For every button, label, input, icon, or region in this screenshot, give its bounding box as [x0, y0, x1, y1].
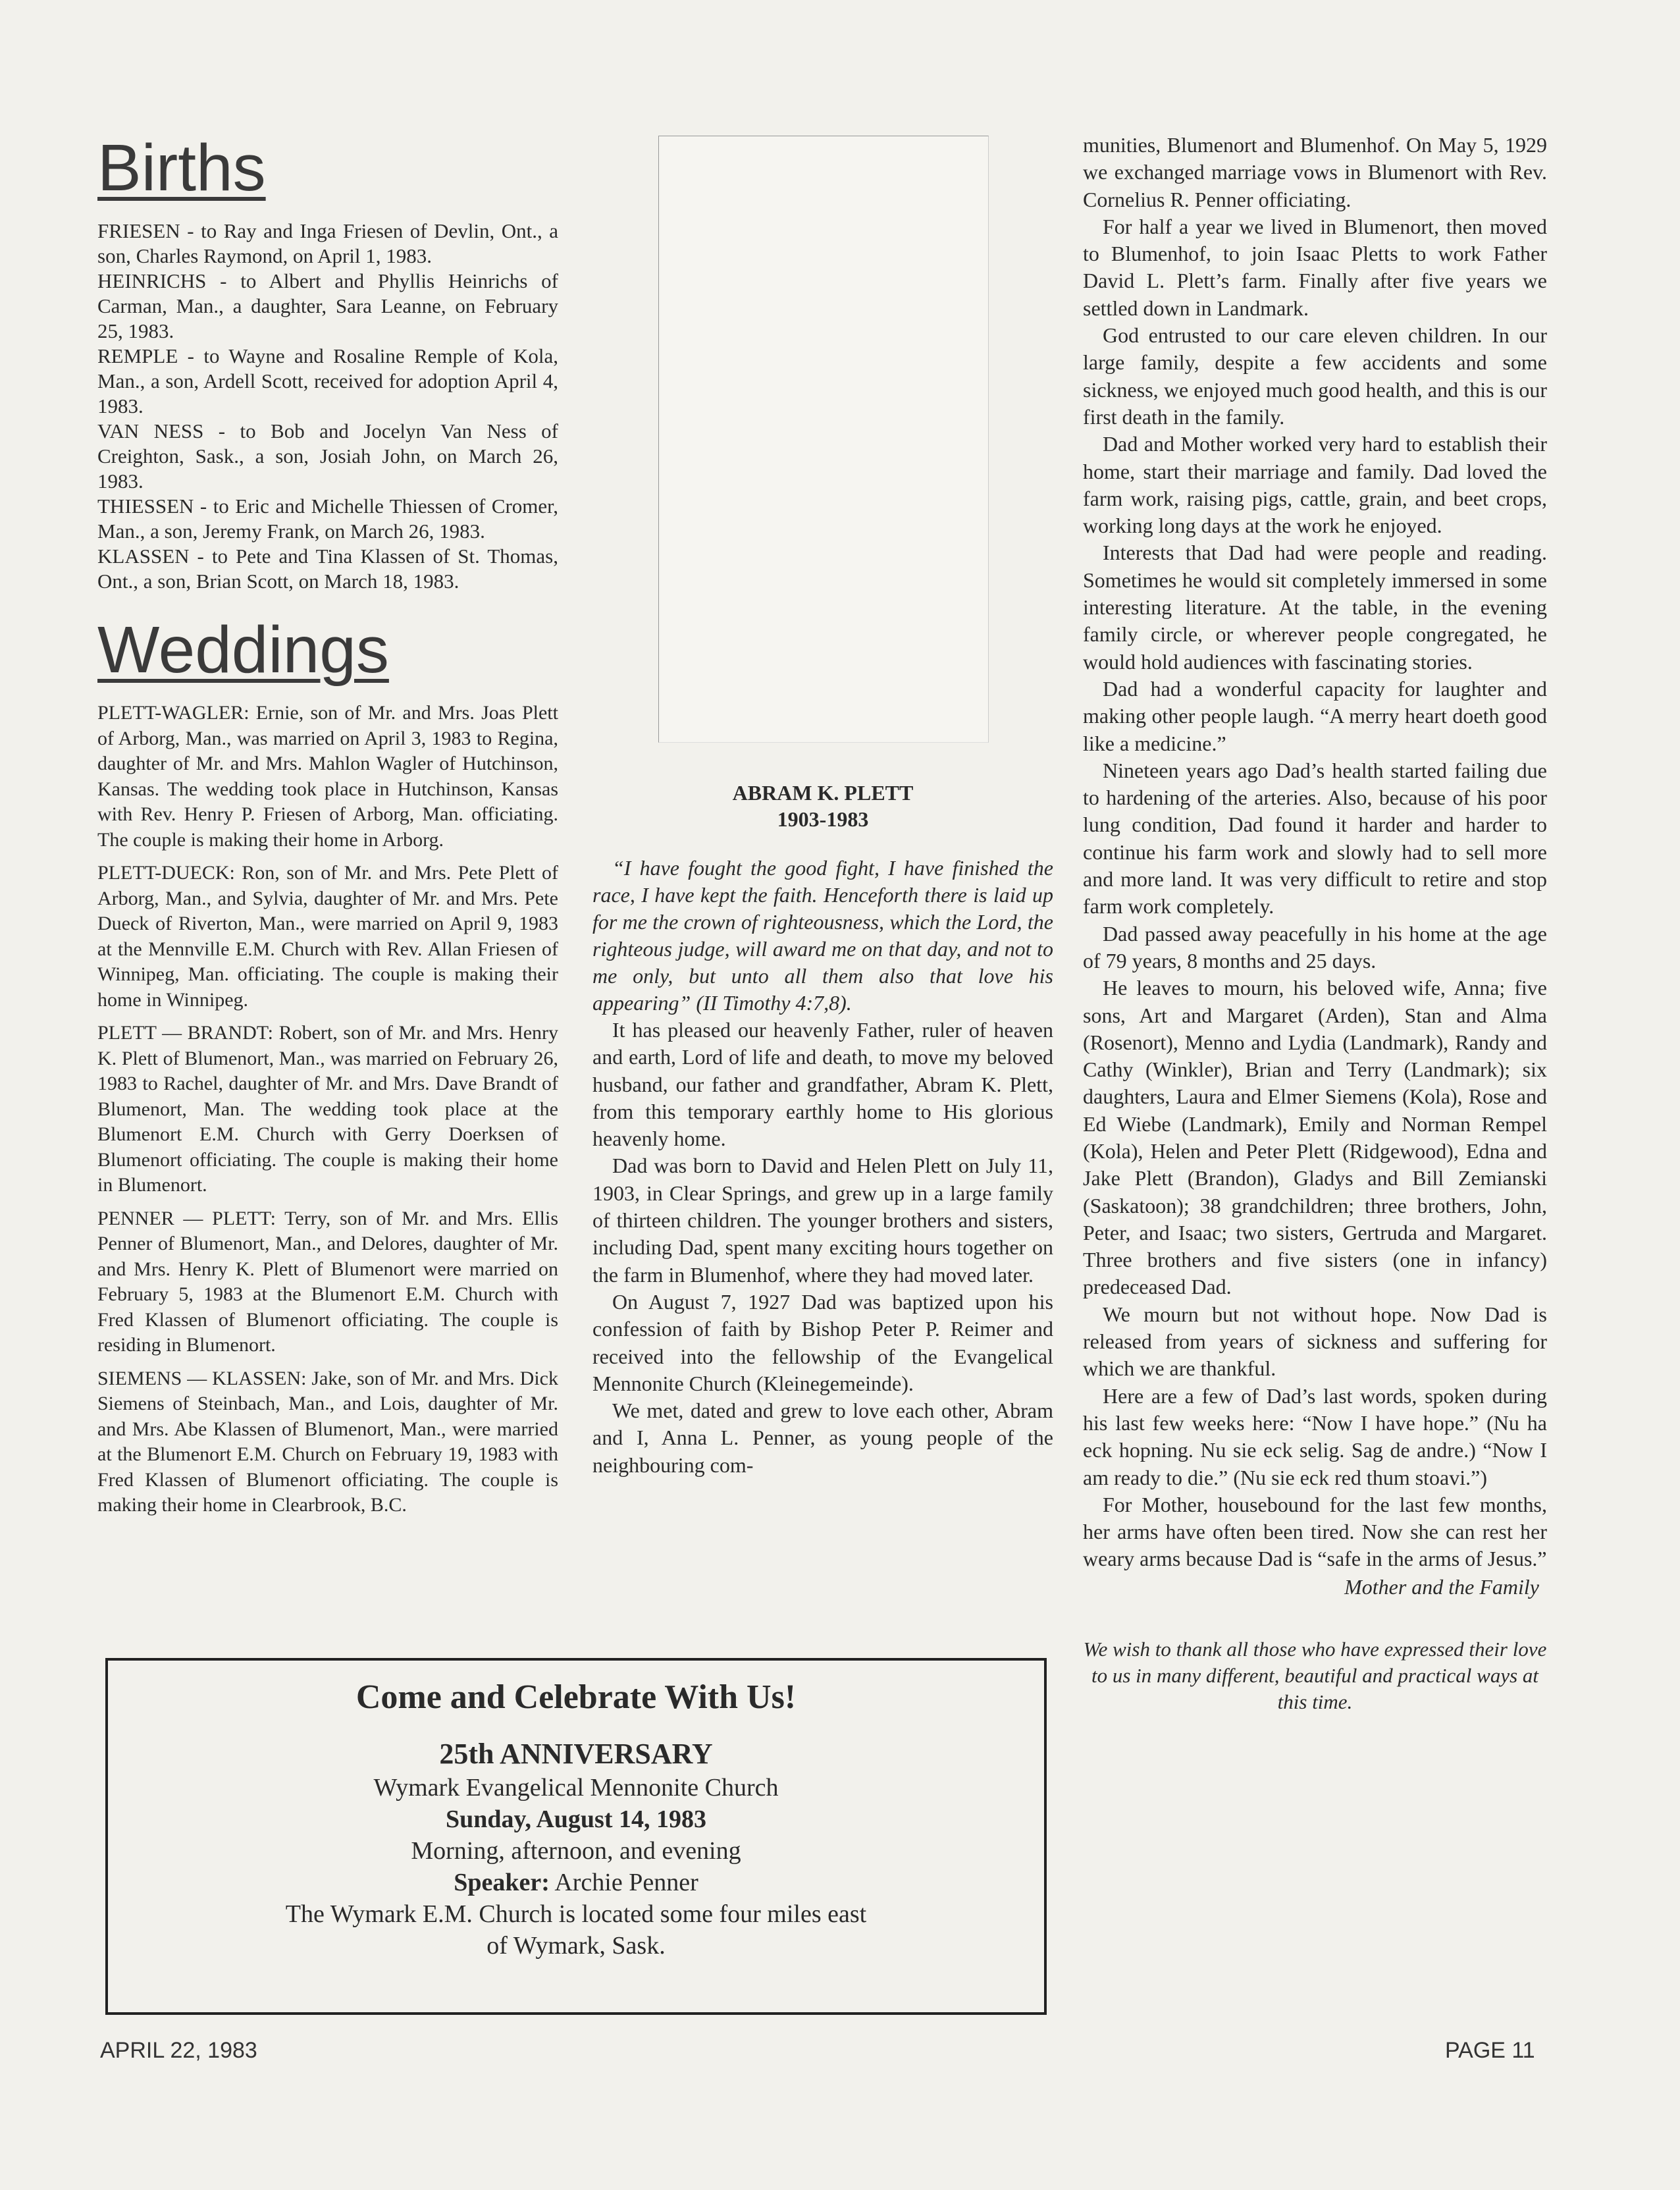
obituary-paragraph: He leaves to mourn, his beloved wife, Anna; five sons, Art and Margaret (Arden), Stan and Alma (Rosenort), Menno and Lydia (Landmark), Randy and Cathy (Winkler), Brian and Terry (Landmark); six daughters, Laura and Elmer Siemens (Kola), Rose and Ed Wiebe (Landmark), Emily and Norman Rempel (Kola), Helen and Peter Plett (Ridgewood), Edna and Jake Plett (Brandon), Gladys and Bill Zemianski (Saskatoon); 38 grandchildren; three brothers, John, Peter, and Isaac; two sisters, Gertruda and Margaret. Three brothers and five sisters (one in infancy) predeceased Dad. [1083, 976, 1547, 1299]
obituary-paragraph: For Mother, housebound for the last few months, her arms have often been tired. Now she can rest her weary arms because Dad is “safe in the arms of Jesus.” [1083, 1492, 1547, 1571]
ad-subtitle: 25th ANNIVERSARY [439, 1738, 713, 1770]
ad-location-line-1: The Wymark E.M. Church is located some four miles east [285, 1900, 867, 1928]
footer-date: APRIL 22, 1983 [100, 2038, 257, 2063]
obituary-paragraph: munities, Blumenort and Blumenhof. On May 5, 1929 we exchanged marriage vows in Blumenort with Rev. Cornelius R. Penner officiating. [1083, 133, 1547, 211]
wedding-entry: PENNER — PLETT: Terry, son of Mr. and Mrs. Ellis Penner of Blumenort, Man., and Delores, daughter of Mr. and Mrs. Henry K. Plett of Blumenort were married on February 5, 1983 at the Blumenort E.M. Church with Fred Klassen of Blumenort officiating. The couple is residing in Blumenort. [97, 1207, 558, 1356]
portrait-photo-frame [658, 136, 989, 743]
obituary-name: ABRAM K. PLETT [732, 781, 914, 805]
birth-entry: REMPLE - to Wayne and Rosaline Remple of Kola, Man., a son, Ardell Scott, received for adoption April 4, 1983. [97, 344, 558, 417]
obituary-paragraph: We mourn but not without hope. Now Dad is released from years of sickness and suffering for which we are thankful. [1083, 1302, 1547, 1381]
obituary-continued-column [1083, 132, 1547, 1715]
wedding-entry: PLETT-WAGLER: Ernie, son of Mr. and Mrs. Joas Plett of Arborg, Man., was married on April 3, 1983 to Regina, daughter of Mr. and Mrs. Mahlon Wagler of Hutchinson, Kansas. The wedding took place in Hutchinson, Kansas with Rev. Henry P. Friesen of Arborg, Man. officiating. The couple is making their home in Arborg. [97, 702, 558, 851]
birth-entry: HEINRICHS - to Albert and Phyllis Heinrichs of Carman, Man., a daughter, Sara Leanne, on February 25, 1983. [97, 269, 558, 342]
obituary-paragraph: Here are a few of Dad’s last words, spoken during his last few weeks here: “Now I have hope.” (Nu ha eck hopning. Nu sie eck selig. Sag de andre.) “Now I am ready to die.” (Nu sie eck red thum stoavi.”) [1083, 1383, 1547, 1489]
ad-date: Sunday, August 14, 1983 [446, 1805, 706, 1833]
birth-entry: THIESSEN - to Eric and Michelle Thiessen of Cromer, Man., a son, Jeremy Frank, on March 26, 1983. [97, 494, 558, 543]
obituary-paragraph: It has pleased our heavenly Father, ruler of heaven and earth, Lord of life and death, to move my beloved husband, our father and grandfather, Abram K. Plett, from this temporary earthly home to His glorious heavenly home. [592, 1018, 1053, 1151]
ad-title: Come and Celebrate With Us! [355, 1678, 797, 1716]
birth-entry: KLASSEN - to Pete and Tina Klassen of St. Thomas, Ont., a son, Brian Scott, on March 18, 1983. [97, 545, 558, 593]
anniversary-ad-box [105, 1658, 1047, 2015]
ad-speaker-name: Archie Penner [554, 1869, 698, 1896]
obituary-paragraph: Dad and Mother worked very hard to establish their home, start their marriage and family. Dad loved the farm work, raising pigs, cattle, grain, and beet crops, working long days at the work he enjoyed. [1083, 432, 1547, 538]
obituary-paragraph: Interests that Dad had were people and reading. Sometimes he would sit completely immersed in some interesting literature. At the table, in the evening family circle, or wherever people congregated, he would hold audiences with fascinating stories. [1083, 541, 1547, 674]
wedding-entry: SIEMENS — KLASSEN: Jake, son of Mr. and Mrs. Dick Siemens of Steinbach, Man., and Lois, daughter of Mr. and Mrs. Abe Klassen of Blumenort, Man., were married at the Blumenort E.M. Church on February 19, 1983 with Fred Klassen of Blumenort officiating. The couple is making their home in Clearbrook, B.C. [97, 1367, 558, 1516]
obituary-years: 1903-1983 [777, 807, 869, 831]
weddings-list [97, 701, 558, 1518]
obituary-paragraph: On August 7, 1927 Dad was baptized upon his confession of faith by Bishop Peter P. Reimer and received into the fellowship of the Evangelical Mennonite Church (Kleinegemeinde). [592, 1289, 1053, 1395]
birth-entry: VAN NESS - to Bob and Jocelyn Van Ness of Creighton, Sask., a son, Josiah John, on March 26, 1983. [97, 419, 558, 493]
obituary-paragraph: Dad had a wonderful capacity for laughter and making other people laugh. “A merry heart doeth good like a medicine.” [1083, 676, 1547, 755]
wedding-entry: PLETT-DUECK: Ron, son of Mr. and Mrs. Pete Plett of Arborg, Man., and Sylvia, daughter of Mr. and Mrs. Pete Dueck of Riverton, Man., were married on April 9, 1983 at the Mennville E.M. Church with Rev. Allan Friesen of Winnipeg, Man. officiating. The couple is making their home in Winnipeg. [97, 862, 558, 1011]
obituary-paragraph: For half a year we lived in Blumenort, then moved to Blumenhof, to join Isaac Pletts to work Father David L. Plett’s farm. Finally after five years we settled down in Landmark. [1083, 214, 1547, 320]
births-weddings-column [97, 132, 558, 1526]
obituary-paragraph: Dad passed away peacefully in his home at the age of 79 years, 8 months and 25 days. [1083, 921, 1547, 973]
ad-speaker [108, 1867, 1044, 1898]
obituary-paragraph: God entrusted to our care eleven children. In our large family, despite a few accidents and some sickness, we enjoyed much good health, and this is our first death in the family. [1083, 323, 1547, 429]
thank-you-note: We wish to thank all those who have expressed their love to us in many different, beautiful and practical ways at this time. [1083, 1637, 1547, 1713]
obituary-paragraph: Nineteen years ago Dad’s health started failing due to hardening of the arteries. Also, because of his poor lung condition, Dad found it harder and harder to continue his farm work and slowly had to sell more and more land. It was very difficult to retire and stop farm work completely. [1083, 758, 1547, 919]
scripture-verse: “I have fought the good fight, I have finished the race, I have kept the faith. Henceforth there is laid up for me the crown of righteousness, which the Lord, the righteous judge, will award me on that day, and not to me only, but unto all them also that love his appearing” (II Timothy 4:7,8). [592, 856, 1053, 1015]
ad-times: Morning, afternoon, and evening [411, 1837, 741, 1865]
footer-page-number: PAGE 11 [1445, 2038, 1535, 2063]
obituary-body [592, 855, 1053, 1479]
obituary-signature: Mother and the Family [1344, 1574, 1539, 1599]
ad-church-name: Wymark Evangelical Mennonite Church [373, 1774, 779, 1802]
ad-location-line-2: of Wymark, Sask. [486, 1932, 666, 1960]
wedding-entry: PLETT — BRANDT: Robert, son of Mr. and Mrs. Henry K. Plett of Blumenort, Man., was married on February 26, 1983 to Rachel, daughter of Mr. and Mrs. Dave Brandt of Blumenort, Man. The wedding took place at the Blumenort E.M. Church with Gerry Doerksen of Blumenort officiating. The couple is making their home in Blumenort. [97, 1022, 558, 1196]
births-heading: Births [97, 131, 266, 205]
ad-speaker-label: Speaker: [454, 1869, 550, 1896]
weddings-heading: Weddings [97, 613, 389, 687]
birth-entry: FRIESEN - to Ray and Inga Friesen of Devlin, Ont., a son, Charles Raymond, on April 1, 1983. [97, 219, 558, 267]
obituary-paragraph: We met, dated and grew to love each other, Abram and I, Anna L. Penner, as young people of the neighbouring com- [592, 1399, 1053, 1477]
obituary-caption [592, 780, 1053, 832]
obituary-paragraph: Dad was born to David and Helen Plett on July 11, 1903, in Clear Springs, and grew up in a large family of thirteen children. The younger brothers and sisters, including Dad, spent many exciting hours together on the farm in Blumenhof, where they had moved later. [592, 1154, 1053, 1287]
births-list [97, 219, 558, 594]
